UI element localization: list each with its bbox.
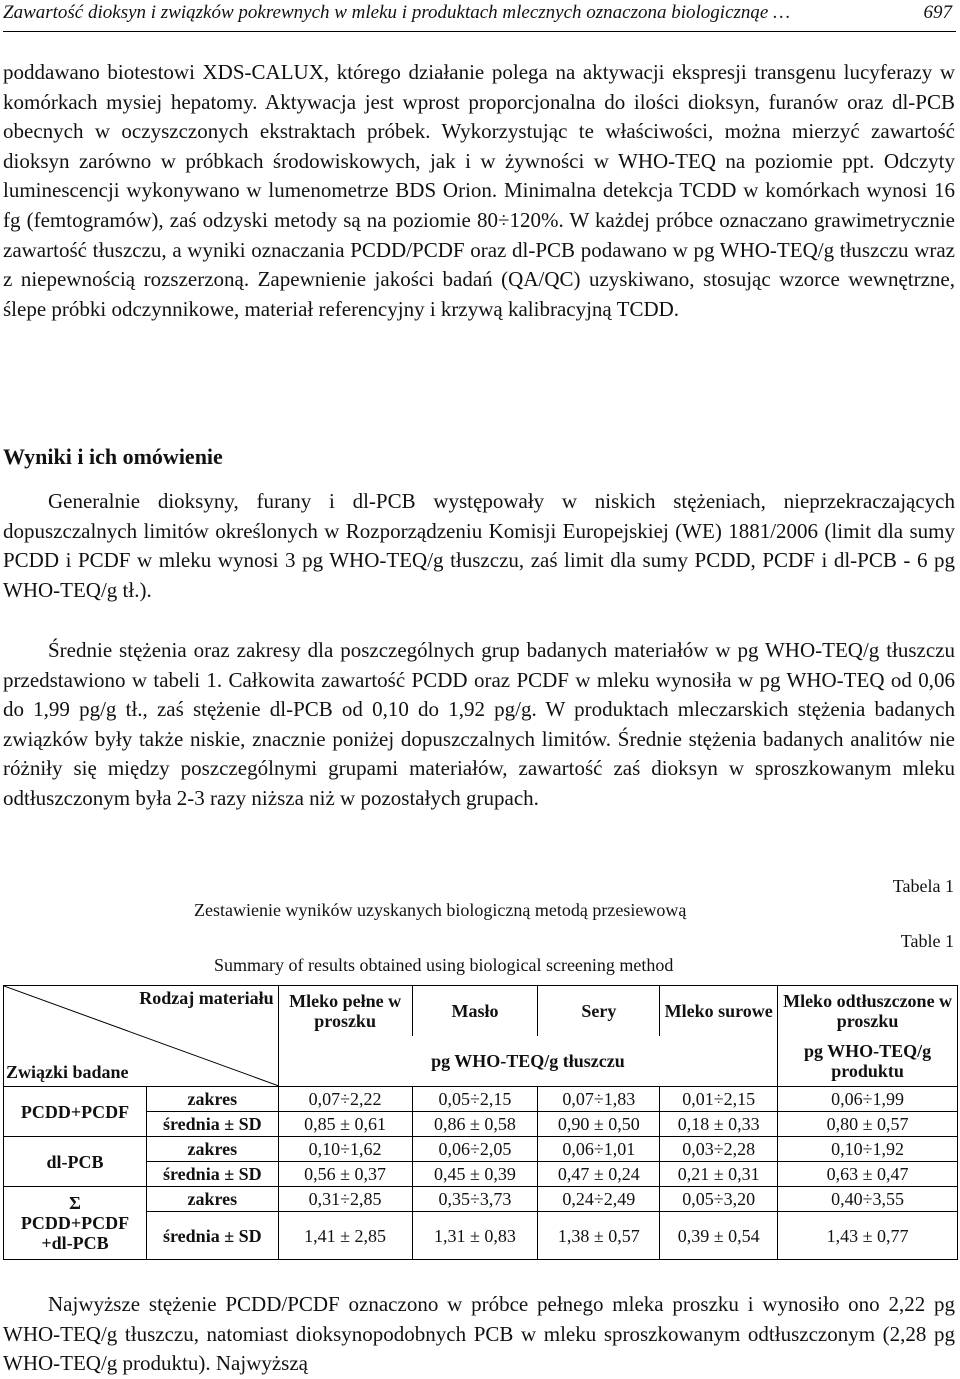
table-cell: 0,24÷2,49: [538, 1187, 660, 1212]
group-name-sum: [4, 1187, 147, 1260]
table-cell: 0,07÷2,22: [278, 1087, 412, 1112]
table-cell: 0,90 ± 0,50: [538, 1112, 660, 1137]
table-cell: 0,80 ± 0,57: [778, 1112, 958, 1137]
table-cell: 0,63 ± 0,47: [778, 1162, 958, 1187]
running-header: [3, 0, 956, 32]
header-title: Zawartość dioksyn i związków pokrewnych w mleku i produktach mlecznych oznaczona biologicznąe …: [3, 2, 790, 23]
corner-label-compounds: Związki badane: [6, 1062, 129, 1082]
column-header: Masło: [412, 986, 538, 1037]
row-label: zakres: [146, 1087, 278, 1112]
section-heading: Wyniki i ich omówienie: [3, 444, 223, 469]
corner-label-material: Rodzaj materiału: [139, 988, 274, 1008]
table-cell: 0,47 ± 0,24: [538, 1162, 660, 1187]
column-header: Mleko pełne w proszku: [278, 986, 412, 1037]
table-title-en: Summary of results obtained using biological screening method: [214, 955, 674, 975]
table-title-pl: Zestawienie wyników uzyskanych biologiczną metodą przesiewową: [194, 900, 687, 920]
table-cell: 0,10÷1,92: [778, 1137, 958, 1162]
table-cell: 0,18 ± 0,33: [660, 1112, 778, 1137]
table-cell: 0,86 ± 0,58: [412, 1112, 538, 1137]
table-label-pl: Tabela 1: [892, 876, 954, 896]
group-name-line: PCDD+PCDF: [20, 1213, 130, 1233]
table-cell: 0,05÷3,20: [660, 1187, 778, 1212]
table-cell: 0,07÷1,83: [538, 1087, 660, 1112]
table-cell: 1,31 ± 0,83: [412, 1212, 538, 1260]
row-label: średnia ± SD: [146, 1212, 278, 1260]
table-cell: 0,10÷1,62: [278, 1137, 412, 1162]
group-name: dl-PCB: [4, 1137, 147, 1187]
paragraph-methods: poddawano biotestowi XDS-CALUX, którego działanie polega na aktywacji ekspresji transgenu lucyferazy w komórkach mysiej hepatomy. Aktywacja jest wprost proporcjonalna do ilości dioksyn, furanów oraz dl-PCB obecnych w oczyszczonych ekstraktach próbek. Wykorzystując te właściwości, można mierzyć zawartość dioksyn zarówno w próbkach środowiskowych, jak i w żywności w WHO-TEQ na poziomie ppt. Odczyty luminescencji wykonywano w lumenometrze BDS Orion. Minimalna detekcja TCDD w komórkach wynosi 16 fg (femtogramów), zaś odzyski metody są na poziomie 80÷120%. W każdej próbce oznaczano grawimetrycznie zawartość tłuszczu, a wyniki oznaczania PCDD/PCDF oraz dl-PCB podawano w pg WHO-TEQ/g tłuszczu wraz z niepewnością rozszerzoną. Zapewnienie jakości badań (QA/QC) uzyskiwano, stosując wzorce wewnętrzne, ślepe próbki odczynnikowe, materiał referencyjny i krzywą kalibracyjną TCDD.: [3, 60, 955, 321]
table-cell: 0,56 ± 0,37: [278, 1162, 412, 1187]
table-corner-cell: [4, 986, 279, 1087]
table-cell: 0,39 ± 0,54: [660, 1212, 778, 1260]
table-cell: 0,21 ± 0,31: [660, 1162, 778, 1187]
column-header: Mleko odtłuszczone w proszku: [778, 986, 958, 1037]
results-table: [3, 985, 958, 1260]
group-name-line: +dl-PCB: [41, 1233, 109, 1253]
group-name: PCDD+PCDF: [4, 1087, 147, 1137]
table-cell: 0,05÷2,15: [412, 1087, 538, 1112]
unit-header-shared: pg WHO-TEQ/g tłuszczu: [278, 1036, 777, 1087]
paragraph-results-1: Generalnie dioksyny, furany i dl-PCB występowały w niskich stężeniach, nieprzekraczających dopuszczalnych limitów określonych w Rozporządzeniu Komisji Europejskiej (WE) 1881/2006 (limit dla sumy PCDD i PCDF w mleku wynosi 3 pg WHO-TEQ/g tłuszczu, zaś limit dla sumy PCDD, PCDF i dl-PCB - 6 pg WHO-TEQ/g tł.).: [3, 489, 955, 602]
table-cell: 1,43 ± 0,77: [778, 1212, 958, 1260]
unit-header-last: pg WHO-TEQ/g produktu: [778, 1036, 958, 1087]
page-number: 697: [923, 2, 952, 23]
table-cell: 0,03÷2,28: [660, 1137, 778, 1162]
table-cell: 0,40÷3,55: [778, 1187, 958, 1212]
table-cell: 1,41 ± 2,85: [278, 1212, 412, 1260]
table-cell: 0,06÷1,99: [778, 1087, 958, 1112]
row-label: zakres: [146, 1187, 278, 1212]
table-cell: 0,85 ± 0,61: [278, 1112, 412, 1137]
paragraph-results-2: Średnie stężenia oraz zakresy dla poszczególnych grup badanych materiałów w pg WHO-TEQ/g tłuszczu przedstawiono w tabeli 1. Całkowita zawartość PCDD oraz PCDF w mleku wynosiła w pg WHO-TEQ od 0,06 do 1,99 pg/g tł., zaś stężenie dl-PCB od 0,10 do 1,92 pg/g. W produktach mleczarskich stężenia badanych związków były także niskie, znacznie poniżej dopuszczalnych limitów. Średnie stężenia badanych analitów nie różniły się między poszczególnymi grupami materiałów, zawartość zaś dioksyn w sproszkowanym mleku odtłuszczonym była 2-3 razy niższa niż w pozostałych grupach.: [3, 638, 955, 810]
table-cell: 0,31÷2,85: [278, 1187, 412, 1212]
table-label-en: Table 1: [900, 931, 954, 951]
row-label: średnia ± SD: [146, 1112, 278, 1137]
table-cell: 0,01÷2,15: [660, 1087, 778, 1112]
table-cell: 0,06÷1,01: [538, 1137, 660, 1162]
row-label: średnia ± SD: [146, 1162, 278, 1187]
table-cell: 0,45 ± 0,39: [412, 1162, 538, 1187]
paragraph-results-3: Najwyższe stężenie PCDD/PCDF oznaczono w próbce pełnego mleka proszku i wynosiło ono 2,22 pg WHO-TEQ/g tłuszczu, natomiast dioksynopodobnych PCB w mleku sproszkowanym odtłuszczonym (2,28 pg WHO-TEQ/g produktu). Najwyższą: [3, 1292, 955, 1376]
column-header: Sery: [538, 986, 660, 1037]
table-cell: 0,35÷3,73: [412, 1187, 538, 1212]
table-cell: 1,38 ± 0,57: [538, 1212, 660, 1260]
table-cell: 0,06÷2,05: [412, 1137, 538, 1162]
row-label: zakres: [146, 1137, 278, 1162]
group-name-line: Σ: [69, 1193, 81, 1213]
column-header: Mleko surowe: [660, 986, 778, 1037]
